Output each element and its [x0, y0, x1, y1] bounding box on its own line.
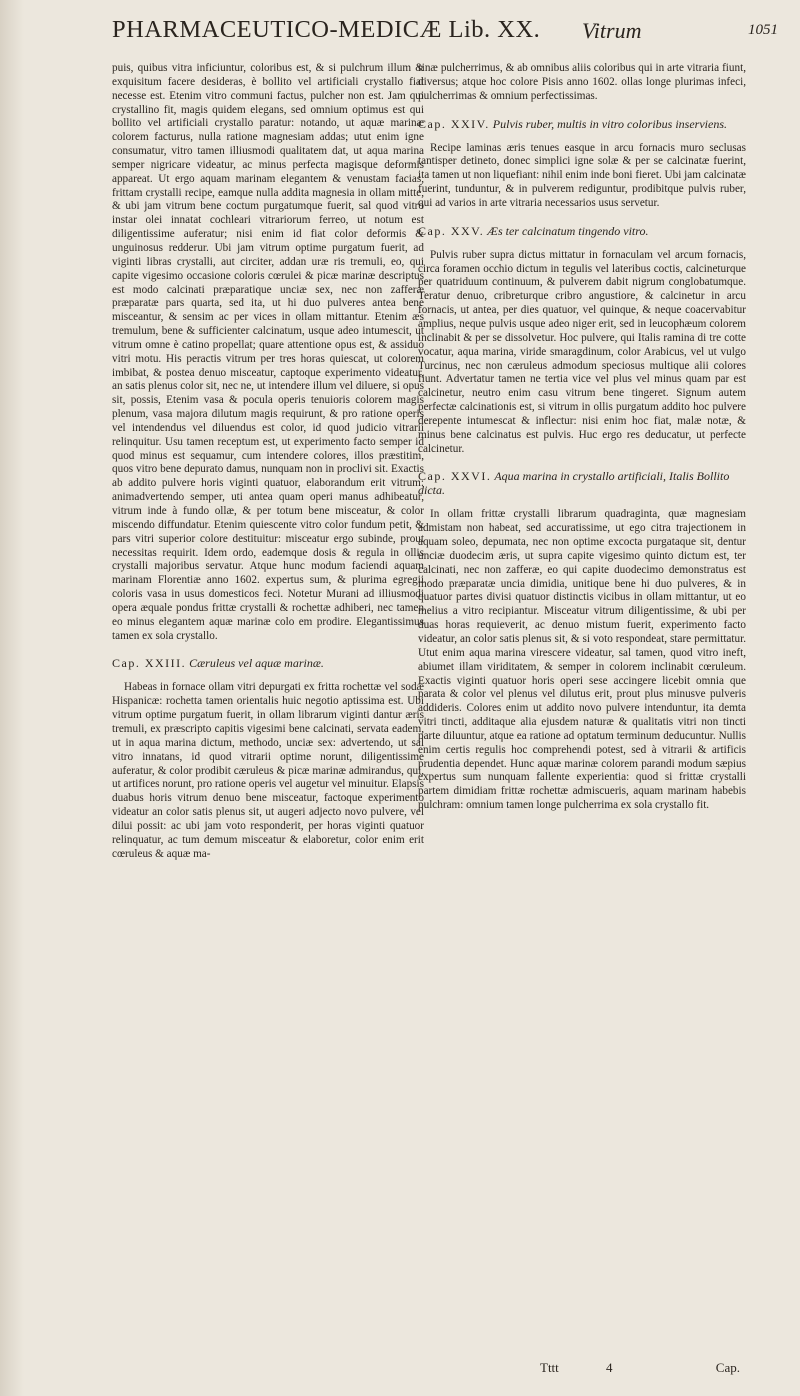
paragraph: puis, quibus vitra inficiuntur, coloribus est, & si pulchrum illum & exquisitum facere desideras, è bollito vel artificiali crystallo fiat necesse est. Etenim vitro communi factus, pulcher non est. Jam qui crystallino fit, magis quidem elegans, sed omnium optimus est qui bollito vel artificiali crystallo paratur: notando, ut aquæ marinæ colorem facturus, nulla ratione magnesiam addas; utut enim igne consumatur, vitro tamen illiusmodi qualitatem dat, ut aqua marina semper nigricare videatur, ac minus perfecta magisque deformis appareat. Ut ergo aquam marinam elegantem & venustam facias, frittam crystalli recipe, eamque nulla addita magnesia in ollam mitte, & ubi jam vitrum bene coctum purgatumque fuerit, sal quod vitro instar olei innatat cochleari vitrariorum ferreo, ut notum est diligentissime auferatur; nisi enim id fiat color deformis & unguinosus redderur. Ubi jam vitrum optime purgatum fuerit, ad viginti libras crystalli, aut circiter, addan uræ ris tremuli, eo, qui capite vigesimo occasione coloris cœrulei & picæ marinæ descriptus est modo calcinati præparatique unciæ sex, nec non zafferæ præparatæ pars quarta, sed ita, ut hi duo pulveres antea bene misceantur, & sensim ac per vices in ollam mittantur. Etenim æs tremulum, bene & sufficienter calcinatum, usque adeo intumescit, ut vitrum omne è catino propellat; quare attentione opus est, & assiduo vitri motu. His peractis vitrum per tres horas quiescat, ut colorem imbibat, & postea denuo misceatur, captoque experimento videatur, an satis plenus color sit, nec ne, ut intendere illum vel diluere, si opus sit, possis, Etenim vasa & pocula operis tenuioris colorem magis plenum, vasa majora dilutum magis requirunt, & pro ratione operis vel intendendus vel diluendus est color, id quod judicio vitrarii relinquitur. Usu tamen receptum est, ut experimento facto semper id quod minus est sequamur, cum intendere colores, illos præstitim, quos vitro bene depurato damus, nunquam non in proclivi sit. Exactis ab addito pulvere horis viginti quatuor, elaborandum erit vitrum: animadvertendo semper, uti antea quam operi manus adhibeatur, vitrum inde à fundo ollæ, & per totum bene misceatur, & color miscendo diffundatur. Etenim quiescente vitro color fundum petit, & pars vitri superior colore destituitur: misceatur ergo subinde, prout necessitas requirit. Idem ordo, eademque dosis & regula in ollis crystalli majoribus servatur. Atque hunc modum faciendi aquam marinam Florentiæ anno 1602. expertus sum, & plurima egregii coloris vasa in usus domesticos feci. Notetur Murani ad illiusmodi opera æquale pondus frittæ crystalli & rochettæ adhiberi, nec tamen eo minus elegantem aquæ marinæ colo em prodire. Elegantissimus tamen ex sola crystallo. — [112, 62, 424, 642]
chapter-number: Cap. XXVI. — [418, 469, 492, 484]
running-header — [112, 12, 778, 48]
chapter-title: Æs ter calcinatum tingendo vitro. — [487, 223, 649, 238]
chapter-number: Cap. XXIII. — [112, 656, 187, 671]
chapter-heading — [418, 117, 746, 131]
chapter-heading — [418, 469, 746, 497]
chapter-heading — [112, 656, 424, 670]
chapter-title: Cæruleus vel aquæ marinæ. — [189, 656, 324, 671]
paragraph: In ollam frittæ crystalli librarum quadraginta, quæ magnesiam admistam non habeat, sed accuratissime, ut ego citra trajectionem in aquam soleo, depumata, nec non optime excocta purgataque sit, dentur unciæ duodecim æris, ut supra capite vigesimo quinto dictum est, ter calcinati, nec non zafferæ, eo qui capite duodecimo demonstratus est modo præparatæ uncia dimidia, unitique bene hi duo pulveres, & in quatuor partes divisi quatuor distinctis vicibus in ollam mittantur, ut eo melius a vitro recipiantur. Misceatur vitrum diligentissime, & ubi per duas horas requieverit, ac denuo mistum fuerit, experimento facto videatur, an color satis plenus sit, & si voto respondeat, stare permittatur. Utut enim aqua marina virescere videatur, sal tamen, quod vitro ineft, abiumet illam viriditatem, & semper in colorem inclinabit cœruleum. Exactis viginti quatuor horis operi sese accingere licebit omnia que parata & color vel plenus vel dilutus erit, prout plus minusve pulveris addideris. Colores enim ut addito novo pulvere intenduntur, ita demta vitri tincti, additaque alia ejusdem naturæ & qualitatis vitri non tincti parte diluuntur, atque ea ratione ad optatum terminum deducuntur. Nullis enim certis regulis hoc comprehendi potest, sed à vitrarii & artificis prudentia dependet. Hunc aquæ marinæ colorem parandi modum sæpius expertus sum nunquam fallente experientia: quod si frittæ crystalli partem dimidiam frittæ rochettæ admiscueris, aquam marinam habebis pulchram: omnium tamen longe pulcherrima ex sola crystallo fit. — [418, 508, 746, 812]
paragraph: Recipe laminas æris tenues easque in arcu fornacis muro seclusas tantisper detineto, donec simplici igne solæ & per se calcinatæ fuerint, ita tamen ut non liquefiant: nihil enim inde boni fieret. Ubi jam calcinatæ fuerint, tunduntur, & in pulverem rediguntur, prodibitque pulvis ruber, qui ad varios in arte vitraria necessarios usus servetur. — [418, 141, 746, 209]
right-column — [418, 62, 746, 813]
chapter-heading — [418, 224, 746, 238]
signature-number: 4 — [606, 1360, 613, 1375]
paragraph: rinæ pulcherrimus, & ab omnibus aliis coloribus qui in arte vitraria fiunt, diversus; atque hoc colore Pisis anno 1602. ollas longe plurimas infeci, pulcherrimas & omnium perfectissimas. — [418, 62, 746, 102]
catchword: Cap. — [715, 1360, 740, 1375]
chapter-number: Cap. XXV. — [418, 223, 485, 238]
folio-number: 1051 — [748, 22, 778, 38]
paragraph: Pulvis ruber supra dictus mittatur in fornaculam vel arcum fornacis, circa foramen occhio dictum in tegulis vel lateribus coctis, calcineturque per quatriduum continuum, & pulverem dabit nigrum conglobatumque. Teratur denuo, cribreturque cribro angustiore, & calcinetur in arcu fornacis, ut antea, per dies quatuor, vel quinque, & neque coacervabitur amplius, neque pulvis usque adeo niger erit, sed in leucophæum colorem inclinabit & per se dissolvetur. Hoc pulvere, qui Italis ramina di tre cotte vocatur, aqua marina, viride smaragdinum, color Arabicus, vel ut vulgo Turcinus, nec non cæruleus admodum speciosus multique alii colores fiunt. Advertatur tamen ne tertia vice vel plus vel minus quam par est calcinetur, neutro enim casu vitrum bene tingeret. Signum autem perfectæ calcinationis est, si vitrum in ollis purgatum addito hoc pulvere derepente intumescat & inflectur: nisi enim hoc fiat, malæ notæ, & minus bene calcinatus est pulvis. Huc ergo res deducatur, ut perfecte calcinetur. — [418, 248, 746, 455]
running-title: PHARMACEUTICO-MEDICÆ Lib. XX. — [112, 16, 541, 43]
chapter-number: Cap. XXIV. — [418, 116, 490, 131]
signature-line — [540, 1360, 740, 1378]
left-column — [112, 62, 424, 861]
page-gutter-shadow — [0, 0, 24, 1396]
paragraph: Habeas in fornace ollam vitri depurgati ex fritta rochettæ vel sodæ Hispanicæ: rochetta tamen orientalis huic negotio aptissima est. Ubi vitrum optime purgatum fuerit, in ollam librarum viginti dantur æris tremuli, ex præscripto capitis vigesimi bene calcinati, servata eadem, ut in aqua marina dictum, methodo, unciæ sex: advertendo, ut sal vitro innatans, id quod vitrarii optime norunt, diligentissime auferatur, & color prodibit cæruleus & picæ marinæ admirandus, qui, ut artifices norunt, pro ratione operis vel augetur vel minuitur. Elapsis duabus horis vitrum denuo bene misceatur, factoque experimento videatur an color satis plenus sit, ut augeri adjecto novo pulvere, vel dilui possit: ac ubi jam voto responderit, per horas viginti quatuor relinquatur, ac tum demum misceatur & elaboretur, color enim erit cœruleus & aquæ ma- — [112, 681, 424, 860]
signature-mark: Tttt — [540, 1360, 559, 1375]
chapter-title: Pulvis ruber, multis in vitro coloribus inserviens. — [492, 116, 727, 131]
running-word: Vitrum — [582, 18, 642, 43]
chapter-title: Aqua marina in crystallo artificiali, Italis Bollito dicta. — [418, 469, 730, 498]
